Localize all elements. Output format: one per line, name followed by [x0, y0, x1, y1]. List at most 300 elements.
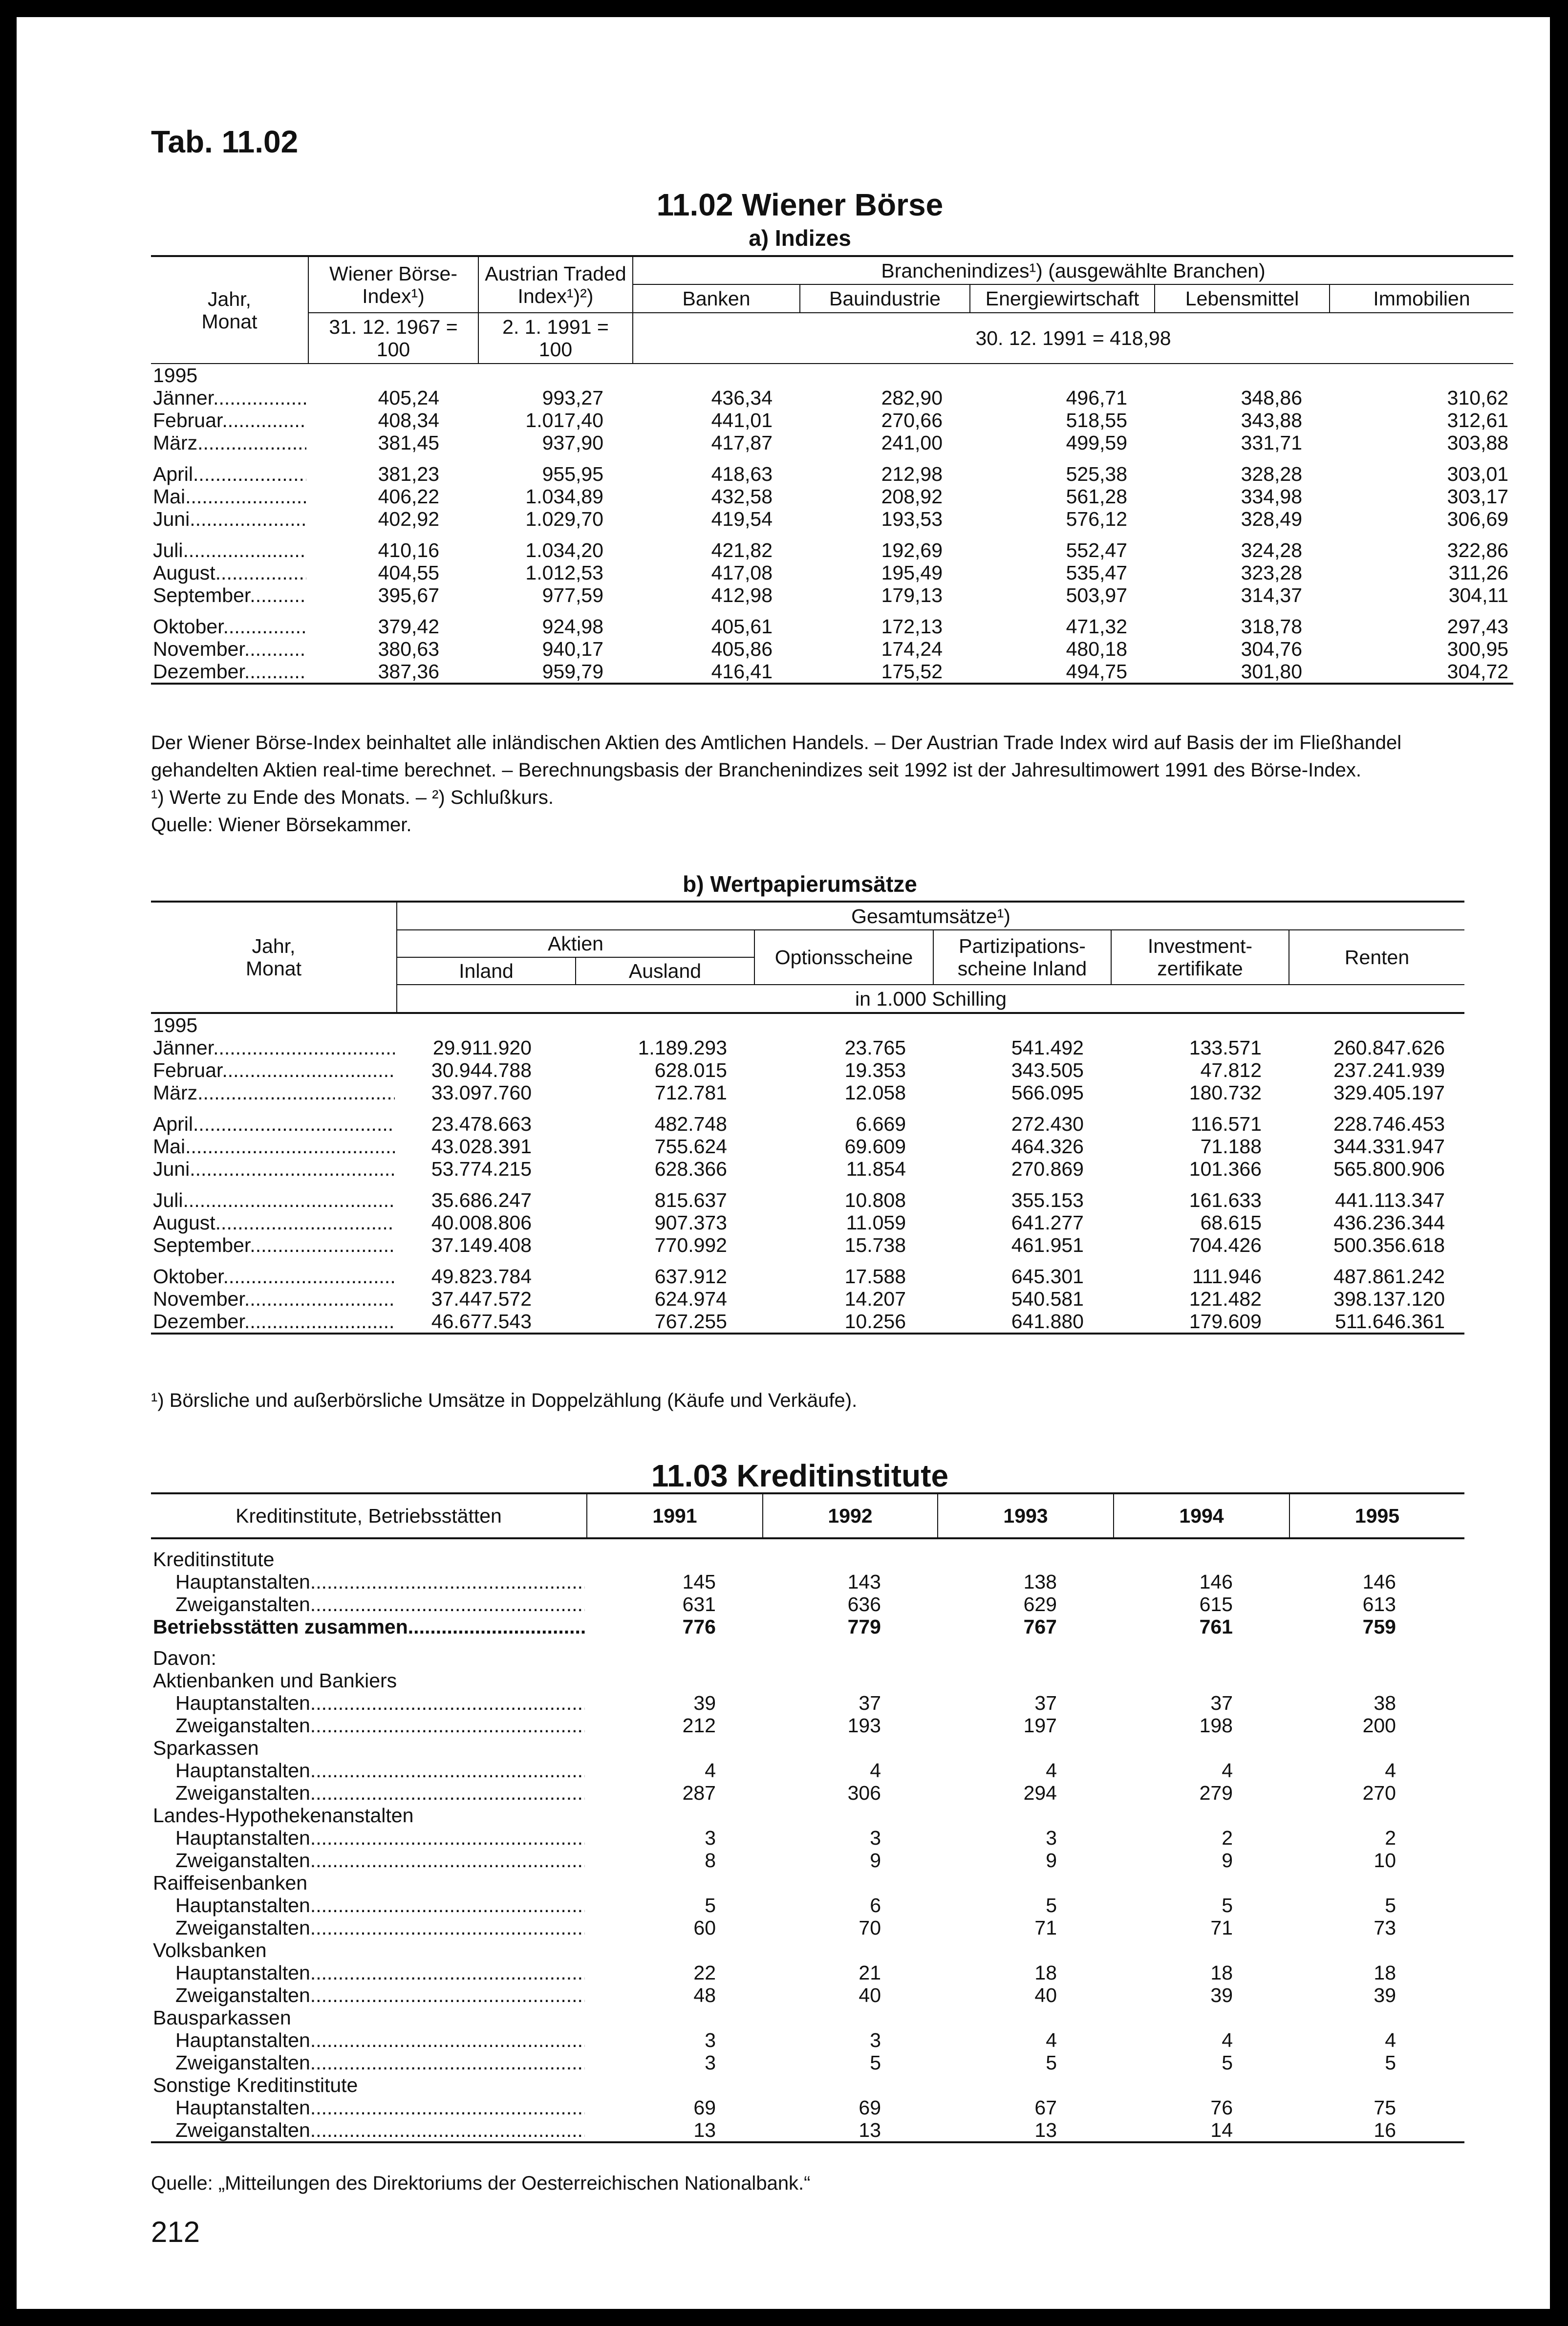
- value-cell: 410,16: [378, 539, 439, 561]
- value-cell: 179.609: [1111, 1310, 1289, 1334]
- value-cell: 402,92: [378, 508, 439, 530]
- month-label: Mai .....: [151, 1135, 397, 1158]
- row-label: Hauptanstalten .....: [151, 2029, 587, 2051]
- value-cell: 436,34: [711, 387, 773, 409]
- month-label: August .....: [151, 561, 308, 584]
- value-cell: 518,55: [1066, 409, 1127, 431]
- value-cell: 637.912: [654, 1265, 727, 1288]
- value-cell: 387,36: [308, 660, 478, 684]
- value-cell: 175,52: [800, 660, 970, 684]
- value-cell: 1.034,89: [525, 485, 603, 508]
- base-wbi: 31. 12. 1967 = 100: [308, 313, 478, 364]
- table-row: [151, 1211, 1464, 1234]
- month-label: Jänner .....: [151, 387, 308, 409]
- value-cell: 318,78: [1241, 615, 1302, 638]
- value-cell: 29.911.920: [432, 1036, 532, 1059]
- value-cell: 464.326: [1011, 1135, 1084, 1158]
- table-row: [151, 615, 1513, 638]
- value-cell: 241,00: [881, 431, 943, 454]
- value-cell: 37: [1034, 1692, 1057, 1714]
- value-cell: 300,95: [1447, 638, 1509, 660]
- value-cell: 146: [1199, 1571, 1233, 1593]
- value-cell: 37.447.572: [431, 1288, 532, 1310]
- value-cell: 416,41: [633, 660, 800, 684]
- value-cell: 419,54: [711, 508, 773, 530]
- table-row: [151, 1961, 1464, 1984]
- value-cell: 76: [1210, 2096, 1233, 2119]
- value-cell: 53.774.215: [431, 1158, 532, 1180]
- table-row: [151, 1669, 1464, 1692]
- month-label: November .....: [151, 638, 308, 660]
- table-row: [151, 485, 1513, 508]
- col-immobilien: Immobilien: [1330, 284, 1513, 313]
- year-label: 1995: [153, 364, 198, 387]
- value-cell: 645.301: [1011, 1265, 1084, 1288]
- col-energiewirtschaft: Energiewirtschaft: [970, 284, 1155, 313]
- value-cell: 13: [763, 2119, 938, 2142]
- value-cell: 6: [870, 1894, 881, 1917]
- value-cell: 4: [1385, 2029, 1396, 2051]
- value-cell: 615: [1199, 1593, 1233, 1615]
- value-cell: 303,88: [1447, 431, 1509, 454]
- value-cell: 37: [859, 1692, 881, 1714]
- value-cell: 712.781: [654, 1081, 727, 1104]
- value-cell: 412,98: [711, 584, 773, 606]
- value-cell: 312,61: [1447, 409, 1509, 431]
- value-cell: 19.353: [844, 1059, 906, 1081]
- value-cell: 334,98: [1241, 485, 1302, 508]
- value-cell: 111.946: [1192, 1265, 1262, 1288]
- value-cell: 503,97: [1066, 584, 1127, 606]
- value-cell: 11.854: [846, 1158, 906, 1180]
- value-cell: 101.366: [1189, 1158, 1262, 1180]
- value-cell: 49.823.784: [431, 1265, 532, 1288]
- value-cell: 193,53: [881, 508, 943, 530]
- table-row: [151, 1782, 1464, 1804]
- table-row: [151, 1615, 1464, 1638]
- value-cell: 304,76: [1241, 638, 1302, 660]
- value-cell: 1.012,53: [525, 561, 603, 584]
- table-row: [151, 1872, 1464, 1894]
- value-cell: 138: [1023, 1571, 1057, 1593]
- table-row: [151, 2029, 1464, 2051]
- col-renten: Renten: [1289, 930, 1464, 985]
- col-jahr-monat-b: Jahr, Monat: [151, 902, 397, 1013]
- value-cell: 9: [1046, 1849, 1057, 1872]
- table-row: [151, 1917, 1464, 1939]
- value-cell: 23.765: [844, 1036, 906, 1059]
- value-cell: 46.677.543: [397, 1310, 576, 1334]
- row-gap: [151, 1180, 1464, 1189]
- month-label: Februar .....: [151, 1059, 397, 1081]
- value-cell: 306: [847, 1782, 881, 1804]
- value-cell: 331,71: [1241, 431, 1302, 454]
- value-cell: 16: [1289, 2119, 1464, 2142]
- total-label: Betriebsstätten zusammen .....: [151, 1615, 587, 1638]
- row-label: Hauptanstalten .....: [151, 1827, 587, 1849]
- value-cell: 11.059: [846, 1211, 906, 1234]
- value-cell: 441,01: [711, 409, 773, 431]
- row-label: Hauptanstalten .....: [151, 1759, 587, 1782]
- value-cell: 500.356.618: [1333, 1234, 1445, 1256]
- value-cell: 404,55: [378, 561, 439, 584]
- value-cell: 270: [1362, 1782, 1396, 1804]
- value-cell: 145: [682, 1571, 716, 1593]
- value-cell: 212: [682, 1714, 716, 1737]
- table-row: [151, 1310, 1464, 1334]
- col-year-1994: 1994: [1114, 1493, 1289, 1538]
- table-row: [151, 1548, 1464, 1571]
- month-label: Februar .....: [151, 409, 308, 431]
- value-cell: 180.732: [1189, 1081, 1262, 1104]
- table-row: [151, 1984, 1464, 2006]
- row-gap: [151, 530, 1513, 539]
- month-label: Juli .....: [151, 1189, 397, 1211]
- table-row: [151, 1113, 1464, 1135]
- value-cell: 471,32: [1066, 615, 1127, 638]
- table-row: [151, 2051, 1464, 2074]
- value-cell: 304,11: [1448, 584, 1509, 606]
- value-cell: 22: [693, 1961, 716, 1984]
- value-cell: 146: [1362, 1571, 1396, 1593]
- section-title-boerse: 11.02 Wiener Börse: [656, 187, 944, 222]
- value-cell: 613: [1362, 1593, 1396, 1615]
- row-label: Zweiganstalten .....: [151, 1714, 587, 1737]
- table-row: [151, 387, 1513, 409]
- table-row: [151, 1288, 1464, 1310]
- col-kredit-label: Kreditinstitute, Betriebsstätten: [151, 1493, 587, 1538]
- table-row: [151, 1804, 1464, 1827]
- col-year-1991: 1991: [587, 1493, 763, 1538]
- value-cell: 314,37: [1241, 584, 1302, 606]
- value-cell: 3: [870, 2029, 881, 2051]
- col-year-1993: 1993: [938, 1493, 1114, 1538]
- value-cell: 40.008.806: [431, 1211, 532, 1234]
- value-cell: 14: [1114, 2119, 1289, 2142]
- table-row: [151, 1827, 1464, 1849]
- value-cell: 212,98: [881, 463, 943, 485]
- month-label: Dezember .....: [151, 660, 308, 684]
- month-label: Dezember .....: [151, 1310, 397, 1334]
- value-cell: 69: [693, 2096, 716, 2119]
- value-cell: 636: [847, 1593, 881, 1615]
- row-label: Zweiganstalten .....: [151, 1593, 587, 1615]
- group-heading: Sonstige Kreditinstitute: [153, 2074, 358, 2096]
- value-cell: 5: [1046, 2051, 1057, 2074]
- value-cell: 75: [1374, 2096, 1396, 2119]
- table-row: [151, 2096, 1464, 2119]
- value-cell: 324,28: [1241, 539, 1302, 561]
- value-cell: 5: [1222, 2051, 1233, 2074]
- value-cell: 5: [1222, 1894, 1233, 1917]
- value-cell: 432,58: [711, 485, 773, 508]
- table-row: [151, 584, 1513, 606]
- col-wbi: Wiener Börse-Index¹): [308, 256, 478, 313]
- col-jahr-monat: Jahr, Monat: [151, 256, 308, 364]
- month-label: April .....: [151, 1113, 397, 1135]
- indizes-body: [151, 364, 1513, 684]
- value-cell: 14.207: [844, 1288, 906, 1310]
- group-heading: Bausparkassen: [153, 2006, 291, 2029]
- table-label: Tab. 11.02: [151, 124, 299, 159]
- table-row: [151, 1593, 1464, 1615]
- value-cell: 279: [1199, 1782, 1233, 1804]
- value-cell: 40: [859, 1984, 881, 2006]
- value-cell: 270,66: [881, 409, 943, 431]
- col-optionsscheine: Optionsscheine: [754, 930, 933, 985]
- value-cell: 4: [1046, 1759, 1057, 1782]
- value-cell: 4: [1222, 1759, 1233, 1782]
- value-cell: 3: [870, 1827, 881, 1849]
- table-row: [151, 2119, 1464, 2142]
- value-cell: 193: [847, 1714, 881, 1737]
- col-aktien: Aktien: [397, 930, 754, 957]
- value-cell: 323,28: [1241, 561, 1302, 584]
- value-cell: 304,72: [1330, 660, 1513, 684]
- value-cell: 576,12: [1066, 508, 1127, 530]
- table-row: [151, 1135, 1464, 1158]
- table-row: [151, 1714, 1464, 1737]
- umsaetze-table: [151, 901, 1464, 1335]
- col-partizipation: Partizipations-scheine Inland: [933, 930, 1111, 985]
- value-cell: 4: [1046, 2029, 1057, 2051]
- value-cell: 200: [1362, 1714, 1396, 1737]
- value-cell: 540.581: [1011, 1288, 1084, 1310]
- value-cell: 541.492: [1011, 1036, 1084, 1059]
- value-cell: 294: [1023, 1782, 1057, 1804]
- table-row: [151, 1939, 1464, 1961]
- value-cell: 195,49: [881, 561, 943, 584]
- value-cell: 40: [1034, 1984, 1057, 2006]
- value-cell: 328,49: [1241, 508, 1302, 530]
- value-cell: 306,69: [1447, 508, 1509, 530]
- value-cell: 421,82: [711, 539, 773, 561]
- value-cell: 631: [682, 1593, 716, 1615]
- indizes-table: [151, 255, 1513, 685]
- row-gap: [151, 1104, 1464, 1113]
- value-cell: 328,28: [1241, 463, 1302, 485]
- group-heading: Aktienbanken und Bankiers: [153, 1669, 397, 1692]
- value-cell: 776: [682, 1615, 716, 1638]
- group-heading: Davon:: [153, 1647, 216, 1669]
- value-cell: 480,18: [1066, 638, 1127, 660]
- value-cell: 23.478.663: [431, 1113, 532, 1135]
- value-cell: 565.800.906: [1333, 1158, 1445, 1180]
- value-cell: 15.738: [844, 1234, 906, 1256]
- value-cell: 12.058: [844, 1081, 906, 1104]
- value-cell: 143: [847, 1571, 881, 1593]
- table-row: [151, 561, 1513, 584]
- col-investment: Investment-zertifikate: [1111, 930, 1289, 985]
- table-row: [151, 1692, 1464, 1714]
- table-row: [151, 1894, 1464, 1917]
- col-banken: Banken: [633, 284, 800, 313]
- value-cell: 641.277: [1011, 1211, 1084, 1234]
- indizes-note-line: gehandelten Aktien real-time berechnet. – Berechnungsbasis der Branchenindizes seit 1992 ist der Jahresultimowert 1991 des Börse-Index.: [151, 759, 1362, 781]
- col-bauindustrie: Bauindustrie: [800, 284, 970, 313]
- value-cell: 767: [1023, 1615, 1057, 1638]
- month-label: September .....: [151, 1234, 397, 1256]
- page: [17, 17, 1550, 2309]
- indizes-note-line: Quelle: Wiener Börsekammer.: [151, 814, 412, 836]
- value-cell: 303,17: [1447, 485, 1509, 508]
- row-gap: [151, 454, 1513, 463]
- value-cell: 937,90: [542, 431, 603, 454]
- indizes-note-line: Der Wiener Börse-Index beinhaltet alle inländischen Aktien des Amtlichen Handels. – Der Austrian Trade Index wird auf Basis der im Fließhandel: [151, 732, 1402, 754]
- col-ausland: Ausland: [576, 957, 754, 985]
- value-cell: 344.331.947: [1333, 1135, 1445, 1158]
- value-cell: 301,80: [1155, 660, 1330, 684]
- value-cell: 348,86: [1241, 387, 1302, 409]
- value-cell: 959,79: [478, 660, 633, 684]
- group-heading: Landes-Hypothekenanstalten: [153, 1804, 414, 1827]
- group-heading: Raiffeisenbanken: [153, 1872, 308, 1894]
- value-cell: 759: [1362, 1615, 1396, 1638]
- table-row: [151, 1849, 1464, 1872]
- value-cell: 755.624: [654, 1135, 727, 1158]
- value-cell: 260.847.626: [1333, 1036, 1445, 1059]
- value-cell: 761: [1199, 1615, 1233, 1638]
- value-cell: 461.951: [1011, 1234, 1084, 1256]
- base-branchen: 30. 12. 1991 = 418,98: [633, 313, 1513, 364]
- value-cell: 4: [1385, 1759, 1396, 1782]
- value-cell: 628.015: [654, 1059, 727, 1081]
- value-cell: 628.366: [654, 1158, 727, 1180]
- table-row: [151, 1759, 1464, 1782]
- value-cell: 815.637: [654, 1189, 727, 1211]
- value-cell: 198: [1199, 1714, 1233, 1737]
- page-number: 212: [151, 2216, 200, 2248]
- value-cell: 282,90: [881, 387, 943, 409]
- umsaetze-body: [151, 1013, 1464, 1334]
- row-label: Hauptanstalten .....: [151, 1571, 587, 1593]
- value-cell: 10.808: [844, 1189, 906, 1211]
- value-cell: 30.944.788: [431, 1059, 532, 1081]
- group-heading: Kreditinstitute: [153, 1548, 275, 1571]
- value-cell: 418,63: [711, 463, 773, 485]
- value-cell: 624.974: [654, 1288, 727, 1310]
- value-cell: 121.482: [1189, 1288, 1262, 1310]
- value-cell: 977,59: [542, 584, 603, 606]
- value-cell: 5: [1046, 1894, 1057, 1917]
- value-cell: 343.505: [1011, 1059, 1084, 1081]
- value-cell: 71: [1210, 1917, 1233, 1939]
- value-cell: 67: [1034, 2096, 1057, 2119]
- umsaetze-note: ¹) Börsliche und außerbörsliche Umsätze in Doppelzählung (Käufe und Verkäufe).: [151, 1390, 858, 1411]
- value-cell: 1.017,40: [525, 409, 603, 431]
- value-cell: 4: [870, 1759, 881, 1782]
- col-lebensmittel: Lebensmittel: [1155, 284, 1330, 313]
- value-cell: 18: [1374, 1961, 1396, 1984]
- value-cell: 9: [870, 1849, 881, 1872]
- value-cell: 405,24: [378, 387, 439, 409]
- row-label: Zweiganstalten .....: [151, 1984, 587, 2006]
- table-row: [151, 1189, 1464, 1211]
- value-cell: 1.034,20: [525, 539, 603, 561]
- row-label: Hauptanstalten .....: [151, 1692, 587, 1714]
- row-gap: [151, 606, 1513, 615]
- group-heading: Volksbanken: [153, 1939, 267, 1961]
- value-cell: 71: [1034, 1917, 1057, 1939]
- value-cell: 21: [859, 1961, 881, 1984]
- value-cell: 10.256: [754, 1310, 933, 1334]
- table-row: [151, 463, 1513, 485]
- value-cell: 311,26: [1448, 561, 1509, 584]
- value-cell: 73: [1374, 1917, 1396, 1939]
- value-cell: 405,86: [711, 638, 773, 660]
- value-cell: 3: [705, 2029, 716, 2051]
- kredit-body: [151, 1538, 1464, 2142]
- value-cell: 297,43: [1447, 615, 1509, 638]
- value-cell: 398.137.120: [1333, 1288, 1445, 1310]
- value-cell: 494,75: [970, 660, 1155, 684]
- value-cell: 955,95: [542, 463, 603, 485]
- value-cell: 770.992: [654, 1234, 727, 1256]
- value-cell: 69: [859, 2096, 881, 2119]
- value-cell: 436.236.344: [1333, 1211, 1445, 1234]
- value-cell: 174,24: [881, 638, 943, 660]
- value-cell: 511.646.361: [1289, 1310, 1464, 1334]
- value-cell: 39: [693, 1692, 716, 1714]
- value-cell: 68.615: [1200, 1211, 1262, 1234]
- value-cell: 496,71: [1066, 387, 1127, 409]
- value-cell: 1.189.293: [638, 1036, 727, 1059]
- value-cell: 355.153: [1011, 1189, 1084, 1211]
- value-cell: 379,42: [378, 615, 439, 638]
- value-cell: 329.405.197: [1333, 1081, 1445, 1104]
- year-label: 1995: [153, 1014, 198, 1036]
- value-cell: 35.686.247: [431, 1189, 532, 1211]
- table-row: [151, 1234, 1464, 1256]
- section-title-kredit: 11.03 Kreditinstitute: [651, 1458, 949, 1493]
- value-cell: 310,62: [1447, 387, 1509, 409]
- row-label: Zweiganstalten .....: [151, 1782, 587, 1804]
- subtitle-indizes: a) Indizes: [749, 225, 851, 251]
- table-row: [151, 1571, 1464, 1593]
- value-cell: 2: [1222, 1827, 1233, 1849]
- value-cell: 993,27: [542, 387, 603, 409]
- row-gap: [151, 1638, 1464, 1647]
- month-label: Juni .....: [151, 1158, 397, 1180]
- value-cell: 629: [1023, 1593, 1057, 1615]
- value-cell: 272.430: [1011, 1113, 1084, 1135]
- unit-row: in 1.000 Schilling: [397, 985, 1464, 1013]
- value-cell: 237.241.939: [1333, 1059, 1445, 1081]
- month-label: Mai .....: [151, 485, 308, 508]
- value-cell: 482.748: [654, 1113, 727, 1135]
- value-cell: 71.188: [1200, 1135, 1262, 1158]
- value-cell: 381,45: [378, 431, 439, 454]
- value-cell: 303,01: [1447, 463, 1509, 485]
- month-label: März .....: [151, 431, 308, 454]
- base-atx: 2. 1. 1991 = 100: [478, 313, 633, 364]
- value-cell: 499,59: [1066, 431, 1127, 454]
- value-cell: 381,23: [378, 463, 439, 485]
- value-cell: 561,28: [1066, 485, 1127, 508]
- value-cell: 70: [859, 1917, 881, 1939]
- month-label: Oktober .....: [151, 615, 308, 638]
- value-cell: 8: [705, 1849, 716, 1872]
- table-row: [151, 1081, 1464, 1104]
- value-cell: 10: [1374, 1849, 1396, 1872]
- month-label: August .....: [151, 1211, 397, 1234]
- table-row: [151, 1265, 1464, 1288]
- value-cell: 60: [693, 1917, 716, 1939]
- value-cell: 33.097.760: [431, 1081, 532, 1104]
- month-label: April .....: [151, 463, 308, 485]
- value-cell: 192,69: [881, 539, 943, 561]
- value-cell: 406,22: [378, 485, 439, 508]
